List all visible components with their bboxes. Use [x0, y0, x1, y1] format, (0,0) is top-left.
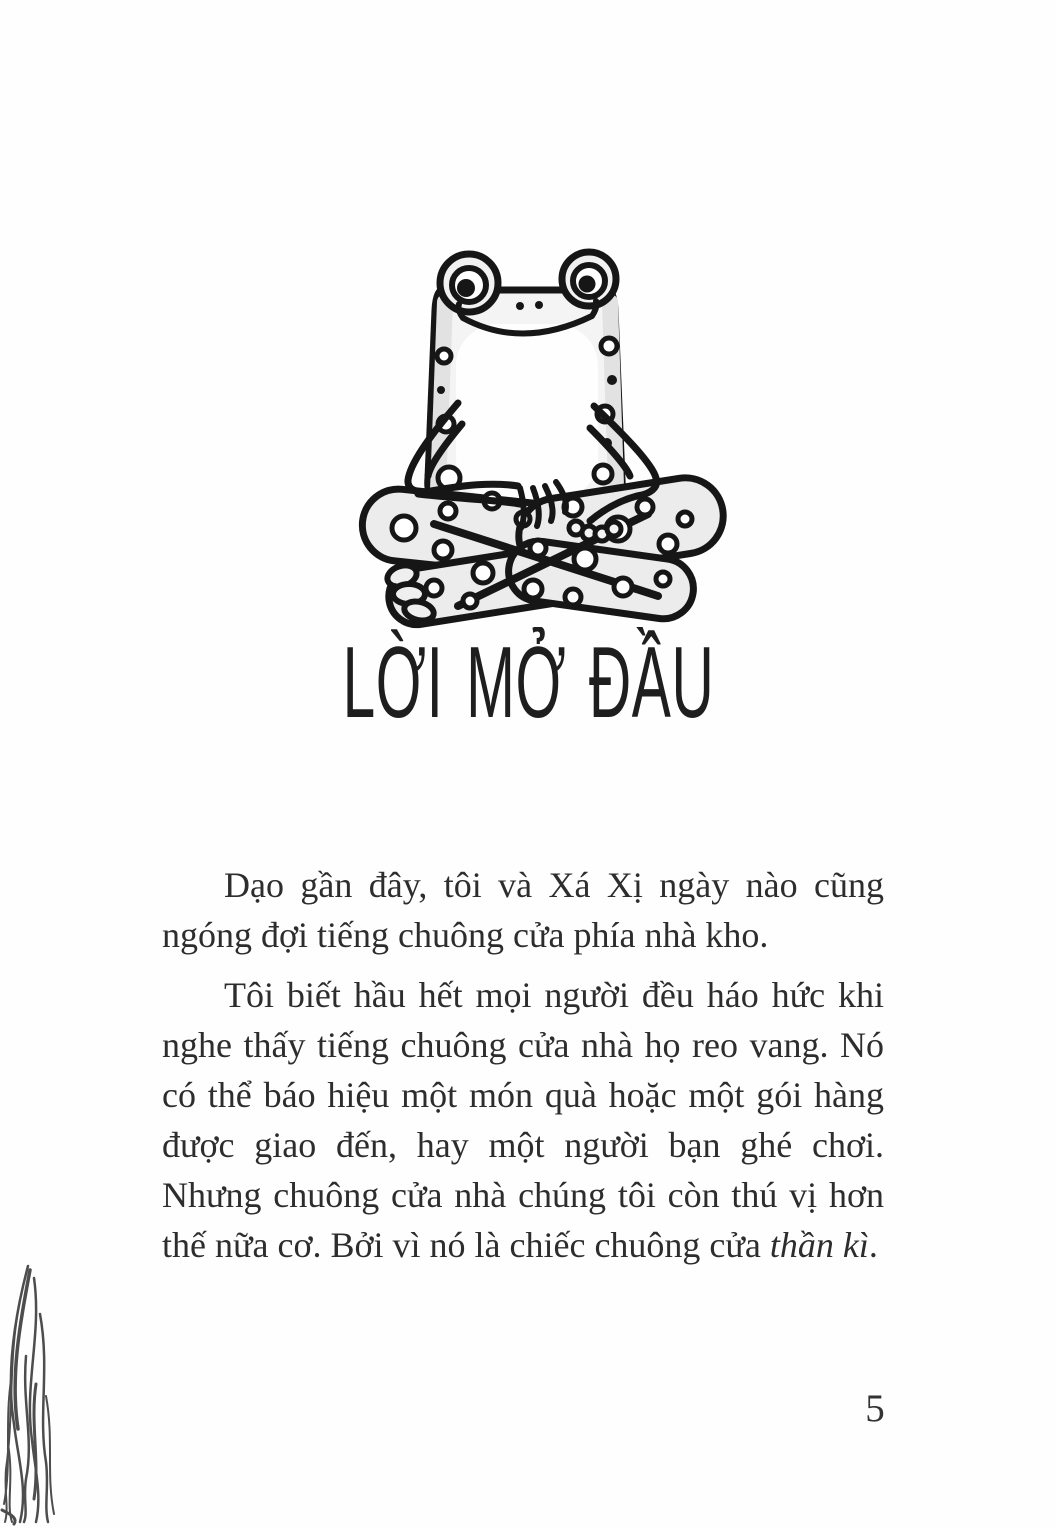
frog-illustration	[322, 228, 766, 636]
leaf-decoration-illustration	[0, 1264, 66, 1528]
paragraph-1-text: Dạo gần đây, tôi và Xá Xị ngày nào cũng ngóng đợi tiếng chuông cửa phía nhà kho.	[162, 865, 884, 955]
body-text	[162, 860, 884, 1270]
paragraph-2-suffix: .	[868, 1225, 878, 1265]
paragraph-2-text: Tôi biết hầu hết mọi người đều háo hức khi nghe thấy tiếng chuông cửa nhà họ reo vang. Nó có thể báo hiệu một món quà hoặc một gói hàng được giao đến, hay một người bạn ghé chơi. Nhưng chuông cửa nhà chúng tôi còn thú vị hơn thế nữa cơ. Bởi vì nó là chiếc chuông cửa	[162, 975, 884, 1265]
page-number: 5	[865, 1387, 885, 1430]
paragraph-2	[162, 970, 884, 1270]
chapter-title: LỜI MỞ ĐẦU	[342, 627, 714, 739]
chapter-heading-wrap	[0, 618, 1056, 758]
paragraph-1	[162, 860, 884, 960]
paragraph-2-italic-phrase: thần kì	[769, 1225, 869, 1265]
